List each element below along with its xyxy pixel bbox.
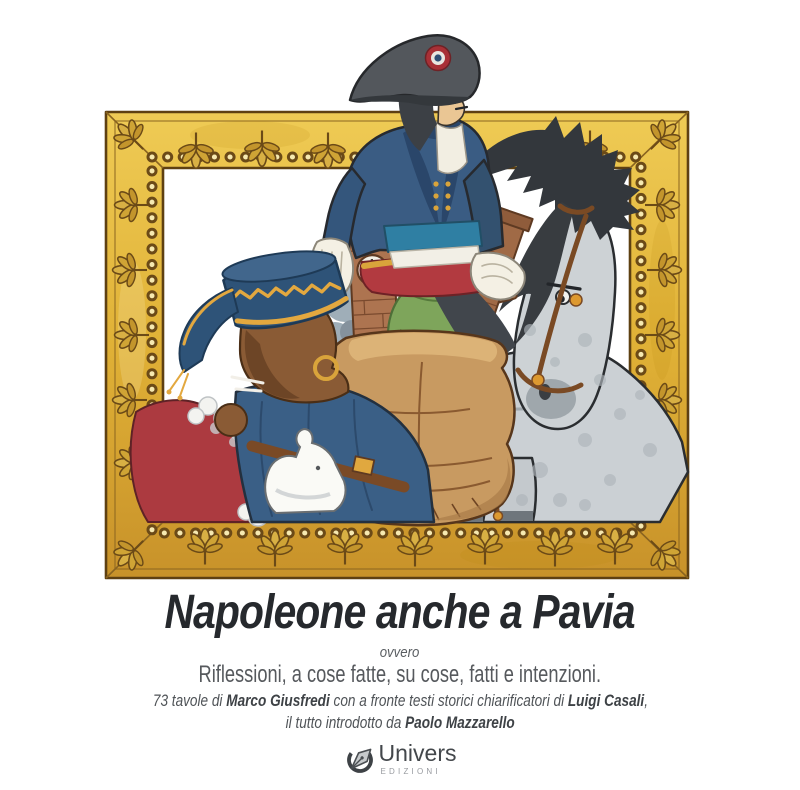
bicorne-hat bbox=[350, 35, 480, 106]
publisher-name: Univers bbox=[378, 740, 457, 766]
publisher-imprint: EDIZIONI bbox=[380, 767, 441, 777]
shako-flamme bbox=[167, 288, 239, 401]
byline-line2: il tutto introdotto da Paolo Mazzarello bbox=[285, 713, 515, 732]
publisher-logo bbox=[0, 741, 800, 777]
introducer-name: Paolo Mazzarello bbox=[404, 713, 515, 732]
univers-logo-icon bbox=[344, 741, 376, 777]
byline-line1: 73 tavole di Marco Giusfredi con a fronte testi storici chiarificatori di Luigi Casali, bbox=[152, 691, 648, 710]
title-connector: ovvero bbox=[380, 644, 420, 661]
tricolour-cockade bbox=[426, 46, 451, 71]
historian-name: Luigi Casali bbox=[567, 691, 644, 710]
illustrator-name: Marco Giusfredi bbox=[225, 691, 330, 710]
book-title: Napoleone anche a Pavia bbox=[164, 586, 636, 639]
book-subtitle: Riflessioni, a cose fatte, su cose, fatti e intenzioni. bbox=[198, 661, 602, 688]
